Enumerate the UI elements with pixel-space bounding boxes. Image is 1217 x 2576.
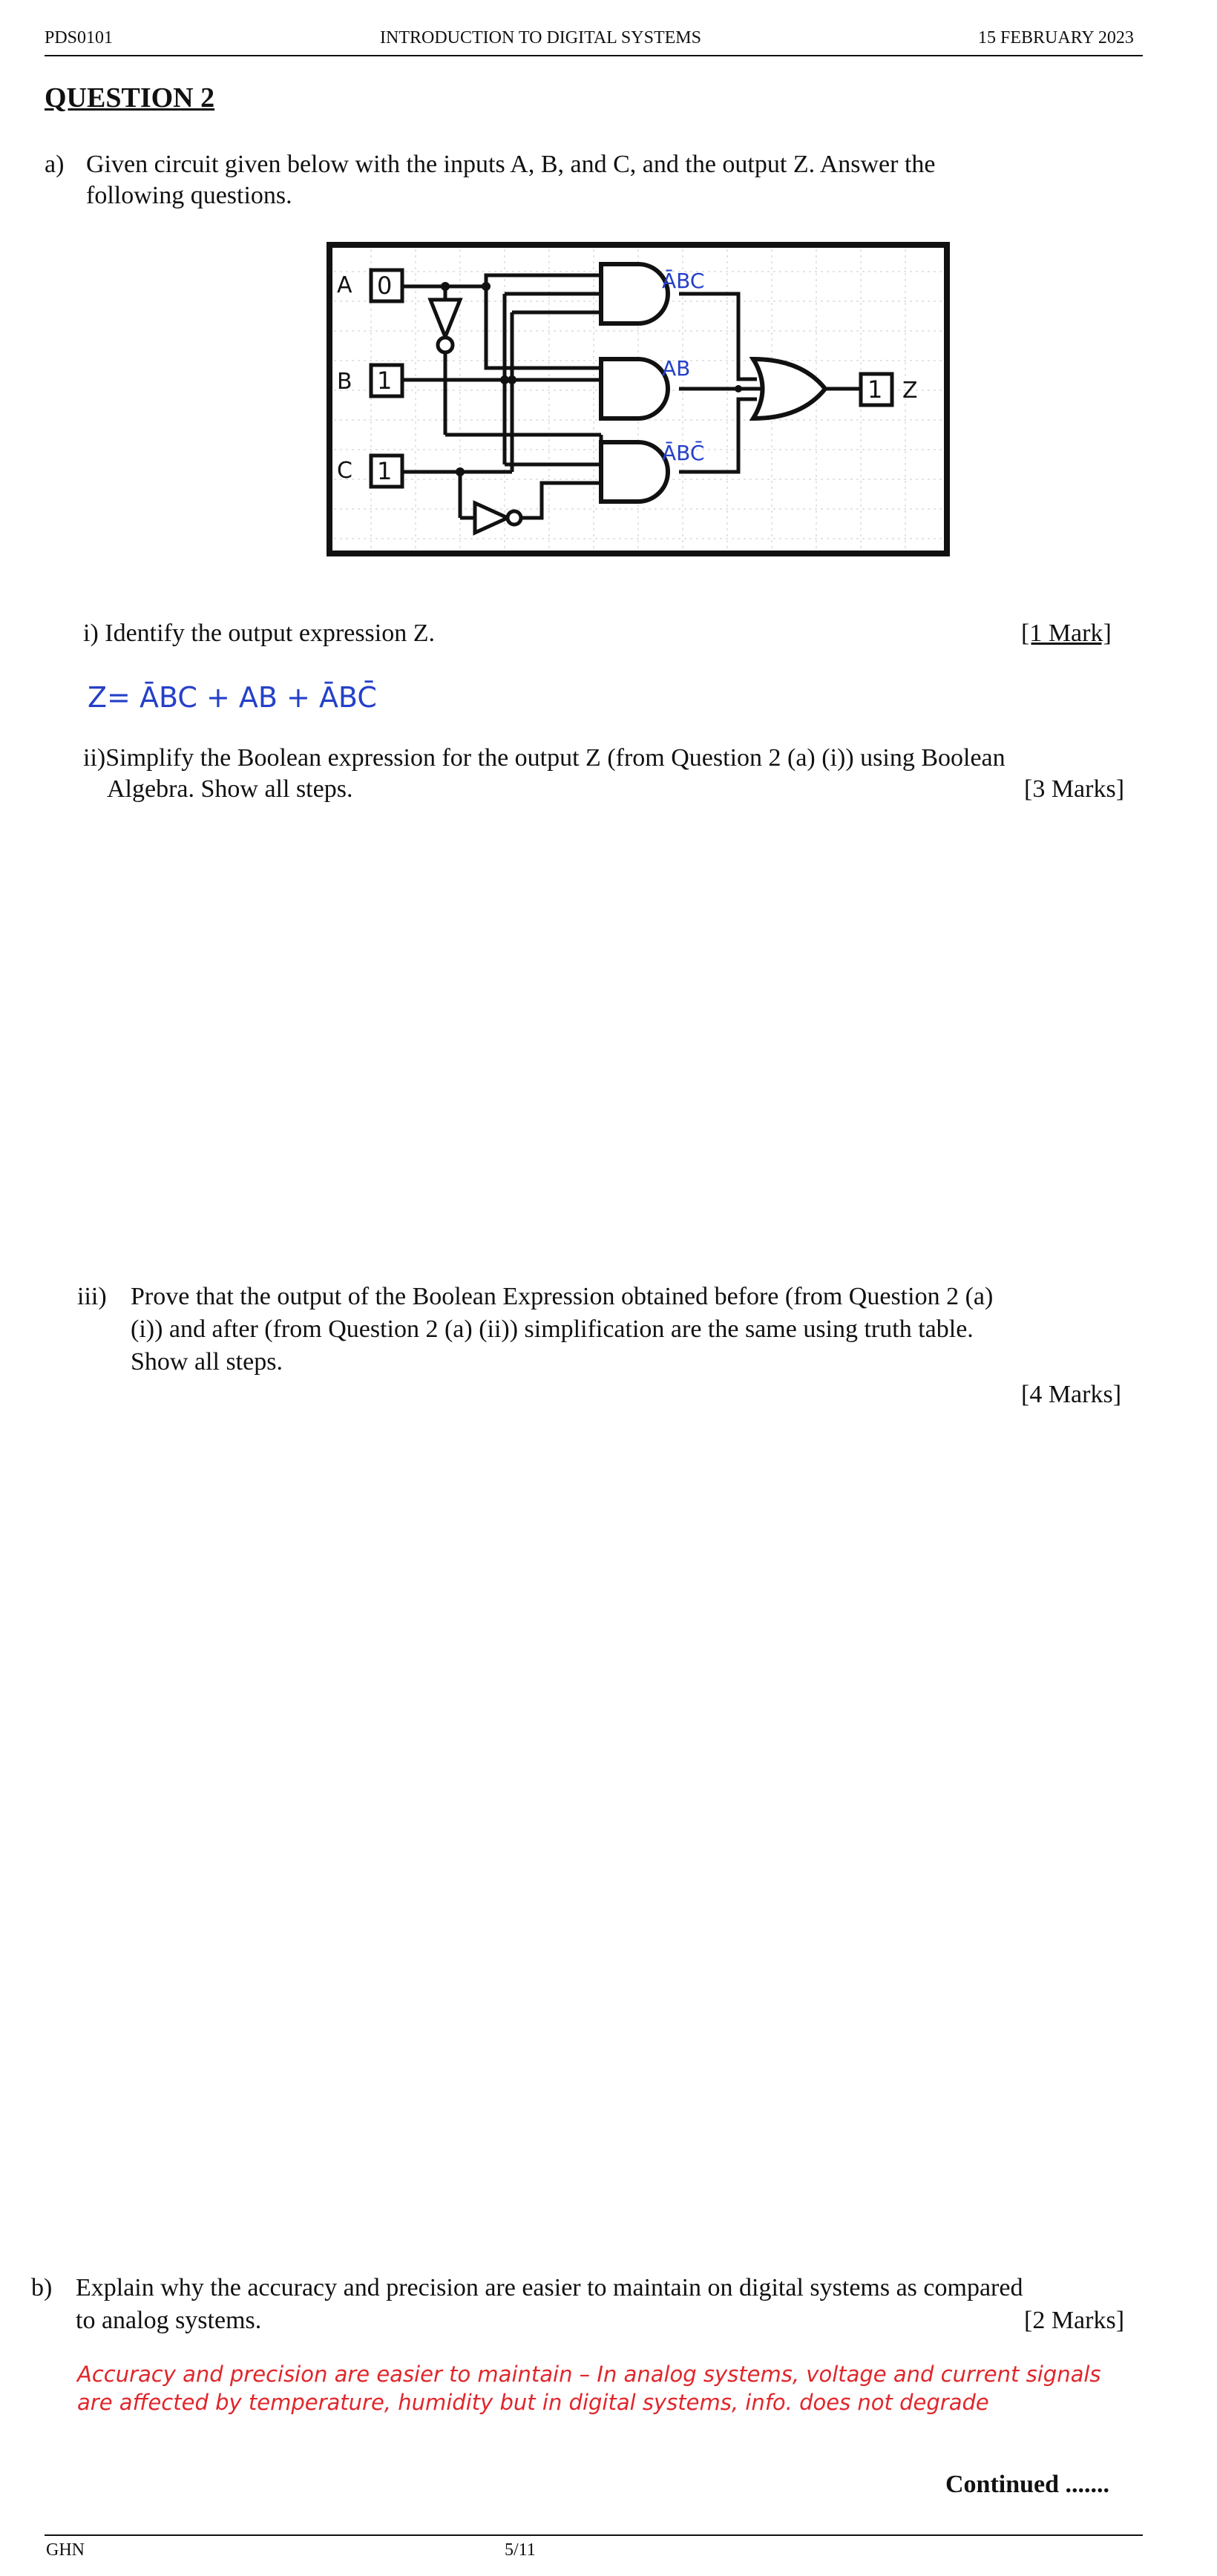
answer-b-line1: Accuracy and precision are easier to maintain – In analog systems, voltage and current signals xyxy=(77,2362,1101,2387)
sub-iii-label: iii) xyxy=(77,1283,107,1310)
and-gate-1 xyxy=(601,264,668,323)
input-c-value: 1 xyxy=(377,457,393,485)
sub-iii-text-line2: (i)) and after (from Question 2 (a) (ii)) simplification are the same using truth table. xyxy=(131,1315,974,1343)
course-title: INTRODUCTION TO DIGITAL SYSTEMS xyxy=(380,28,701,47)
part-a-label: a) xyxy=(45,151,65,178)
part-b-text-line1: Explain why the accuracy and precision are easier to maintain on digital systems as compared xyxy=(76,2274,1023,2301)
not-gate-a-bubble xyxy=(438,338,453,352)
input-b-value: 1 xyxy=(377,367,393,395)
footer-page-number: 5/11 xyxy=(505,2540,536,2560)
input-c-label: C xyxy=(337,458,352,484)
exam-code: PDS0101 xyxy=(45,28,114,47)
gate1-annotation: ĀBC xyxy=(662,269,705,293)
part-b-text-line2: to analog systems. xyxy=(76,2307,262,2334)
sub-iii-text-line3: Show all steps. xyxy=(131,1348,283,1376)
sub-ii-text-line1: ii)Simplify the Boolean expression for the output Z (from Question 2 (a) (i)) using Boolean xyxy=(83,744,1006,772)
sub-ii-marks: [3 Marks] xyxy=(1024,775,1125,803)
part-a-text-line1: Given circuit given below with the inputs A, B, and C, and the output Z. Answer the xyxy=(86,151,936,178)
part-b-marks: [2 Marks] xyxy=(1024,2307,1125,2334)
and-gate-3 xyxy=(601,442,668,502)
input-a-label: A xyxy=(337,272,352,298)
logic-circuit-diagram xyxy=(327,242,950,556)
input-b-label: B xyxy=(337,369,352,395)
sub-i-text: i) Identify the output expression Z. xyxy=(83,620,436,647)
question-title: QUESTION 2 xyxy=(45,82,215,114)
and-gate-2 xyxy=(601,359,668,418)
handwritten-answer-z: Z= ĀBC + AB + ĀBC̄ xyxy=(88,681,377,714)
output-z-value: 1 xyxy=(867,375,883,404)
not-gate-c-bubble xyxy=(508,511,521,525)
output-z-label: Z xyxy=(902,378,918,404)
part-a-text-line2: following questions. xyxy=(86,182,292,209)
exam-date: 15 FEBRUARY 2023 xyxy=(978,28,1134,47)
part-b-label: b) xyxy=(31,2274,53,2301)
answer-b-line2: are affected by temperature, humidity but in digital systems, info. does not degrade xyxy=(77,2390,989,2415)
footer-rule xyxy=(45,2534,1143,2536)
sub-iii-text-line1: Prove that the output of the Boolean Expression obtained before (from Question 2 (a) xyxy=(131,1283,994,1310)
continued-marker: Continued ....... xyxy=(945,2471,1110,2498)
footer-initials: GHN xyxy=(46,2540,85,2560)
sub-iii-marks: [4 Marks] xyxy=(1021,1381,1122,1408)
sub-i-marks: [1 Mark] xyxy=(1021,620,1112,647)
header-rule xyxy=(45,55,1143,56)
input-a-value: 0 xyxy=(377,272,393,300)
sub-ii-text-line2: Algebra. Show all steps. xyxy=(107,775,353,803)
gate2-annotation: AB xyxy=(662,356,691,381)
gate3-annotation: ĀBC̄ xyxy=(662,441,705,465)
